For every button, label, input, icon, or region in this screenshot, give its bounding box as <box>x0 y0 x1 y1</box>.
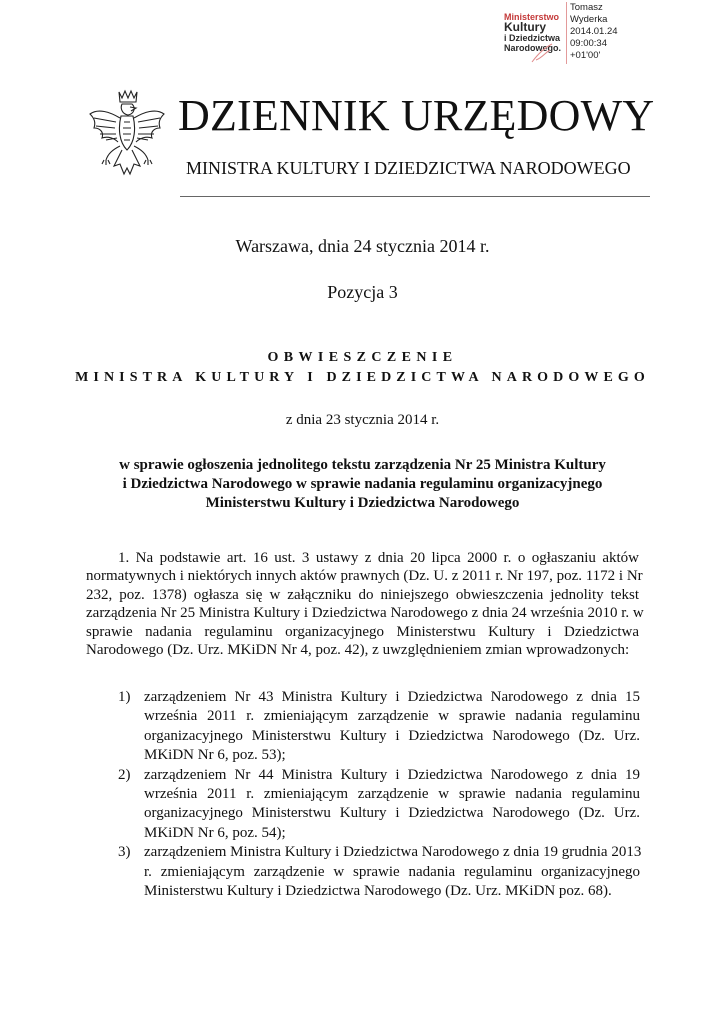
signature-scribble-icon <box>528 40 558 66</box>
position-number: Pozycja 3 <box>327 282 398 302</box>
issue-date: z dnia 23 stycznia 2014 r. <box>285 412 440 428</box>
journal-title: DZIENNIK URZĘDOWY <box>178 91 655 140</box>
amendments-list <box>118 688 640 901</box>
signature-stamp <box>500 2 640 64</box>
list-item-line: MKiDN Nr 6, poz. 53); <box>144 747 286 764</box>
header-divider <box>180 196 650 197</box>
list-item-number: 3) <box>118 844 131 861</box>
list-item-line: września 2011 r. zmieniającym zarządzenie w sprawie nadania regulaminu <box>144 708 640 725</box>
signer-first-name: Tomasz <box>570 2 603 13</box>
issuer-heading: MINISTRA KULTURY I DZIEDZICTWA NARODOWEGO <box>75 370 650 385</box>
subject-line: w sprawie ogłoszenia jednolitego tekstu zarządzenia Nr 25 Ministra Kultury <box>119 457 606 473</box>
list-item-line: Ministerstwu Kultury i Dziedzictwa Narodowego (Dz. Urz. MKiDN poz. 68). <box>144 882 612 899</box>
list-item <box>118 766 640 844</box>
logo-line-1: Ministerstwo <box>504 12 560 22</box>
signature-timezone: +01'00' <box>570 50 601 61</box>
list-item-line: zarządzeniem Nr 44 Ministra Kultury i Dziedzictwa Narodowego z dnia 19 <box>144 766 640 783</box>
list-item-line: organizacyjnego Ministerstwu Kultury i Dziedzictwa Narodowego (Dz. Urz. <box>144 727 640 744</box>
signer-last-name: Wyderka <box>570 14 608 25</box>
paragraph-line: 1. Na podstawie art. 16 ust. 3 ustawy z dnia 20 lipca 2000 r. o ogłaszaniu aktów <box>118 550 639 566</box>
list-item-line: września 2011 r. zmieniającym zarządzenie w sprawie nadania regulaminu <box>144 785 640 802</box>
list-item-line: zarządzeniem Ministra Kultury i Dziedzictwa Narodowego z dnia 19 grudnia 2013 <box>144 844 642 861</box>
logo-line-2: Kultury <box>504 20 546 34</box>
signature-date: 2014.01.24 <box>570 26 618 37</box>
list-item-number: 1) <box>118 689 131 705</box>
logo-line-3: i Dziedzictwa <box>504 33 561 43</box>
signature-details <box>570 2 618 62</box>
document-type-heading: OBWIESZCZENIE <box>267 350 458 365</box>
document-subject <box>0 456 725 513</box>
place-and-date: Warszawa, dnia 24 stycznia 2014 r. <box>235 236 490 256</box>
list-item-line: organizacyjnego Ministerstwu Kultury i Dziedzictwa Narodowego (Dz. Urz. <box>144 805 640 822</box>
polish-eagle-emblem-icon <box>84 88 170 184</box>
list-item <box>118 688 640 766</box>
paragraph-line: 232, poz. 1378) ogłasza się w załączniku do niniejszego obwieszczenia jednolity tekst <box>86 586 639 603</box>
stamp-divider <box>566 2 567 64</box>
paragraph-line: sprawie nadania regulaminu organizacyjnego Ministerstwu Kultury i Dziedzictwa <box>86 623 639 640</box>
journal-subtitle: MINISTRA KULTURY I DZIEDZICTWA NARODOWEGO <box>186 158 631 178</box>
signature-time: 09:00:34 <box>570 38 607 49</box>
logo-line-4: Narodowego. <box>504 43 562 53</box>
list-item <box>118 843 640 901</box>
main-paragraph <box>86 549 644 659</box>
list-item-line: MKiDN Nr 6, poz. 54); <box>144 824 286 841</box>
subject-line: Ministerstwu Kultury i Dziedzictwa Narodowego <box>205 495 520 511</box>
subject-line: i Dziedzictwa Narodowego w sprawie nadania regulaminu organizacyjnego <box>122 476 603 492</box>
paragraph-line: normatywnych i niektórych innych aktów prawnych (Dz. U. z 2011 r. Nr 197, poz. 1172 i Nr <box>86 568 643 585</box>
list-item-line: zarządzeniem Nr 43 Ministra Kultury i Dziedzictwa Narodowego z dnia 15 <box>144 689 640 705</box>
paragraph-line: Narodowego (Dz. Urz. MKiDN Nr 4, poz. 42), z uwzględnieniem zmian wprowadzonych: <box>86 641 630 658</box>
paragraph-line: zarządzenia Nr 25 Ministra Kultury i Dziedzictwa Narodowego z dnia 24 września 2010 r. w <box>86 605 644 622</box>
list-item-line: r. zmieniającym zarządzenie w sprawie nadania regulaminu organizacyjnego <box>144 863 640 880</box>
list-item-number: 2) <box>118 766 131 783</box>
